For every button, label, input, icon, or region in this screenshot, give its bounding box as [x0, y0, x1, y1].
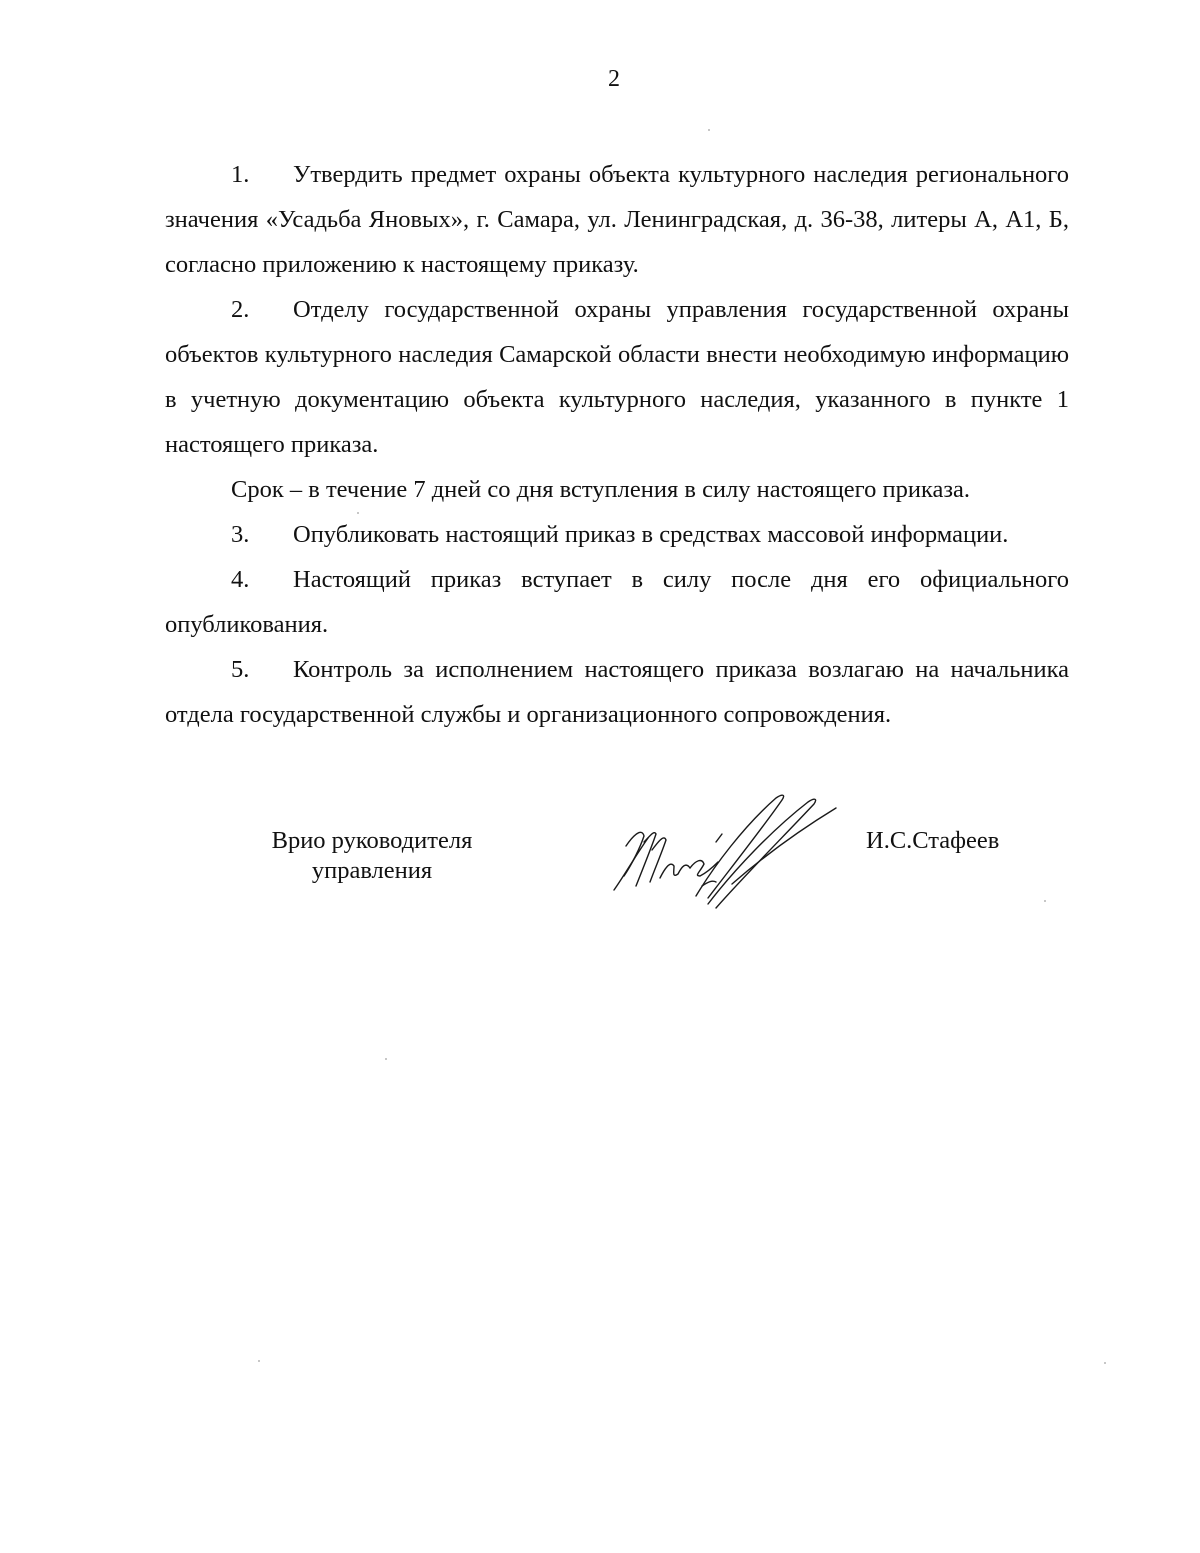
paragraph-2 [165, 287, 1069, 467]
scan-speck [357, 512, 359, 514]
paragraph-number: 2. [231, 296, 250, 323]
paragraph-text: Опубликовать настоящий приказ в средствах массовой информации. [293, 521, 1009, 548]
paragraph-number: 5. [231, 656, 250, 683]
paragraph-text: Срок – в течение 7 дней со дня вступления в силу настоящего приказа. [231, 476, 971, 503]
signature-block [0, 826, 1200, 916]
paragraph-text: Настоящий приказ вступает в силу после дня его официального опубликования. [165, 566, 1069, 638]
paragraph-number: 4. [231, 566, 250, 593]
signatory-position-line2: управления [311, 857, 433, 884]
signatory-position [262, 826, 482, 886]
scan-speck [1044, 900, 1046, 902]
handwritten-signature [604, 786, 844, 916]
page-number: 2 [608, 66, 620, 92]
scan-speck [708, 129, 710, 131]
signatory-position-line1: Врио руководителя [271, 827, 473, 854]
paragraph-number: 1. [231, 161, 250, 188]
paragraph-1 [165, 152, 1069, 287]
paragraph-text: Отделу государственной охраны управления государственной охраны объектов культурного наследия Самарской области внести необходимую информацию в учетную документацию объекта культурного наследия, указанного в пункте 1 настоящего приказа. [165, 296, 1069, 458]
paragraph-number: 3. [231, 521, 250, 548]
signatory-name: И.С.Стафеев [866, 827, 1000, 854]
paragraph-text: Утвердить предмет охраны объекта культурного наследия регионального значения «Усадьба Яновых», г. Самара, ул. Ленинградская, д. 36-38, литеры А, А1, Б, согласно приложению к настоящему приказу. [165, 161, 1069, 278]
paragraph-5 [165, 647, 1069, 737]
paragraph-text: Контроль за исполнением настоящего приказа возлагаю на начальника отдела государственной службы и организационного сопровождения. [165, 656, 1069, 728]
document-body [165, 152, 1069, 737]
paragraph-3 [165, 512, 1069, 557]
scan-speck [258, 1360, 260, 1362]
scan-speck [1104, 1362, 1106, 1364]
deadline-paragraph [165, 467, 1069, 512]
paragraph-4 [165, 557, 1069, 647]
scan-speck [385, 1058, 387, 1060]
